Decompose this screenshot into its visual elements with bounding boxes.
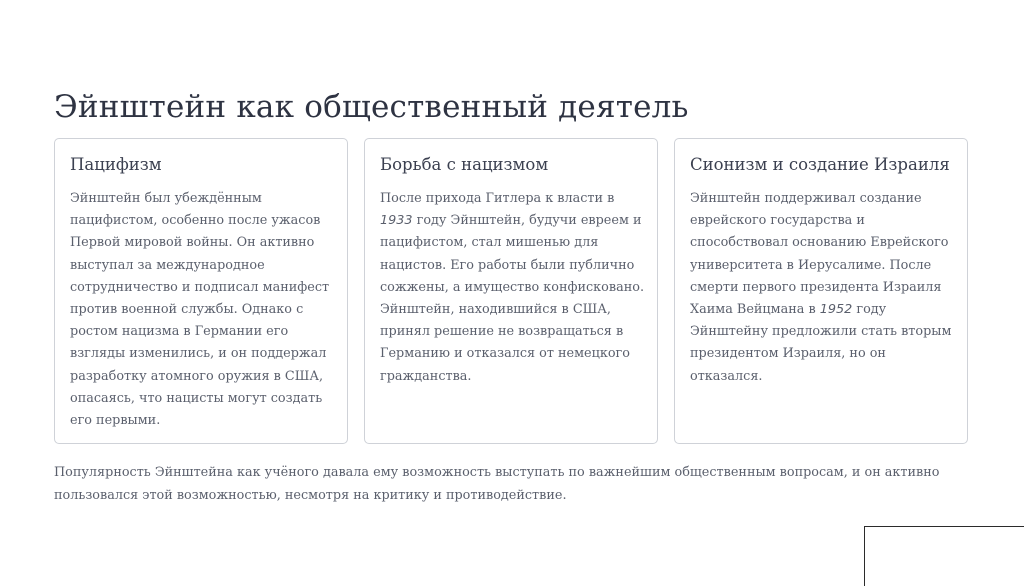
page-title: Эйнштейн как общественный деятель bbox=[54, 88, 689, 125]
card-title: Борьба с нацизмом bbox=[380, 155, 549, 174]
corner-frame bbox=[864, 526, 1024, 586]
card-body-text: Эйнштейн поддерживал создание еврейского государства и способствовал основанию Еврейского университета в Иерусалиме. После смерти первого президента Израиля Хаима Вейцмана в bbox=[690, 191, 949, 318]
footer-text: Популярность Эйнштейна как учёного давала ему возможность выступать по важнейшим общественным вопросам, и он активно пользовался этой возможностью, несмотря на критику и противодействие. bbox=[54, 465, 940, 503]
card-anti-nazism bbox=[364, 138, 658, 444]
card-title: Сионизм и создание Израиля bbox=[690, 155, 950, 174]
year-1933: 1933 bbox=[380, 213, 413, 229]
card-body-text: После прихода Гитлера к власти в bbox=[380, 191, 615, 206]
card-body bbox=[380, 188, 650, 388]
card-title: Пацифизм bbox=[70, 155, 162, 174]
card-body-text: году Эйнштейну предложили стать вторым президентом Израиля, но он отказался. bbox=[690, 302, 952, 384]
card-pacifism bbox=[54, 138, 348, 444]
card-body-text: году Эйнштейн, будучи евреем и пацифистом, стал мишенью для нацистов. Его работы были публично сожжены, а имущество конфисковано. Эйнштейн, находившийся в США, принял решение не возвращаться в Германию и отказался от немецкого гражданства. bbox=[380, 213, 645, 384]
card-body bbox=[690, 188, 960, 388]
year-1952: 1952 bbox=[819, 302, 853, 318]
card-body: Эйнштейн был убеждённым пацифистом, особенно после ужасов Первой мировой войны. Он активно выступал за международное сотрудничество и подписал манифест против военной службы. Однако с ростом нацизма в Германии его взгляды изменились, и он поддержал разработку атомного оружия в США, опасаясь, что нацисты могут создать его первыми. bbox=[70, 191, 330, 429]
card-zionism bbox=[674, 138, 968, 444]
